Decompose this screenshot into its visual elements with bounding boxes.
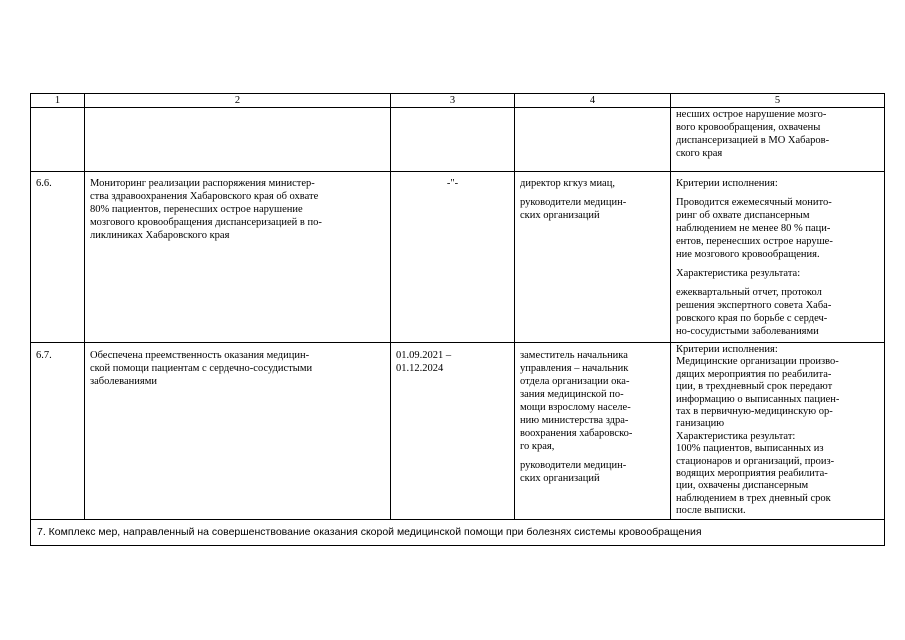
activity-text: Обеспечена преемственность оказания медицин- ской помощи пациентам с сердечно-сосудистыми заболеваниями <box>85 343 391 520</box>
section-7-heading: 7. Комплекс мер, направленный на совершенствование оказания скорой медицинской помощи при болезнях системы кровообращения <box>31 519 885 545</box>
responsible-cell <box>515 343 671 520</box>
result-label: Характеристика результата: <box>676 268 801 279</box>
row-number: 6.7. <box>31 343 85 520</box>
section-7-row <box>31 519 885 545</box>
criteria-label: Критерии исполнения: <box>676 178 778 189</box>
responsible-secondary: руководители медицин- ских организаций <box>520 197 627 221</box>
responsible-cell <box>515 172 671 343</box>
header-col-4: 4 <box>515 94 671 108</box>
header-col-5: 5 <box>671 94 885 108</box>
header-col-2: 2 <box>85 94 391 108</box>
criteria-text: Проводится ежемесячный монито- ринг об охвате диспансерным наблюдением не менее 80 % паци- ентов, перенесших острое наруше- ние мозгового кровообращения. <box>676 197 833 260</box>
header-col-3: 3 <box>391 94 515 108</box>
row-number: 6.6. <box>31 172 85 343</box>
result-text: ежеквартальный отчет, протокол решения экспертного совета Хаба- ровского края по борьбе с сердеч- но-сосудистыми заболеваниями <box>676 287 832 337</box>
result-cell <box>671 172 885 343</box>
header-row <box>31 94 885 108</box>
activity-text: Мониторинг реализации распоряжения министер- ства здравоохранения Хабаровского края об охвате 80% пациентов, перенесших острое нарушение мозгового кровообращения диспансеризацией в по- ликлиниках Хабаровского края <box>85 172 391 343</box>
table-row-6-6 <box>31 172 885 343</box>
responsible-secondary: руководители медицин- ских организаций <box>520 460 627 484</box>
plan-table <box>30 93 885 546</box>
continuation-result-text: несших острое нарушение мозго- вого кровообращения, охвачены диспансеризацией в МО Хабаров- ского края <box>671 108 885 172</box>
table-row-6-7 <box>31 343 885 520</box>
term-text: 01.09.2021 – 01.12.2024 <box>391 343 515 520</box>
responsible-primary: заместитель начальника управления – начальник отдела организации ока- зания медицинской по- мощи взрослому населе- нию министерства здра- воохранения хабаровско- го края, <box>520 350 633 452</box>
result-cell: Критерии исполнения: Медицинские организации произво- дящих мероприятия по реабилита- ции, в трехдневный срок передают информацию о выписанных пациен- тах в первичную-медицинскую ор- ганизацию Характеристика результат: 100% пациентов, выписанных из стационаров и организаций, произ- водящих мероприятия реабилита- ции, охвачены диспансерным наблюдением в трех дневный срок после выписки. <box>671 343 885 520</box>
header-col-1: 1 <box>31 94 85 108</box>
responsible-primary: директор кгкуз миац, <box>520 178 615 189</box>
table-row-continuation <box>31 108 885 172</box>
term-text: -"- <box>391 172 515 343</box>
